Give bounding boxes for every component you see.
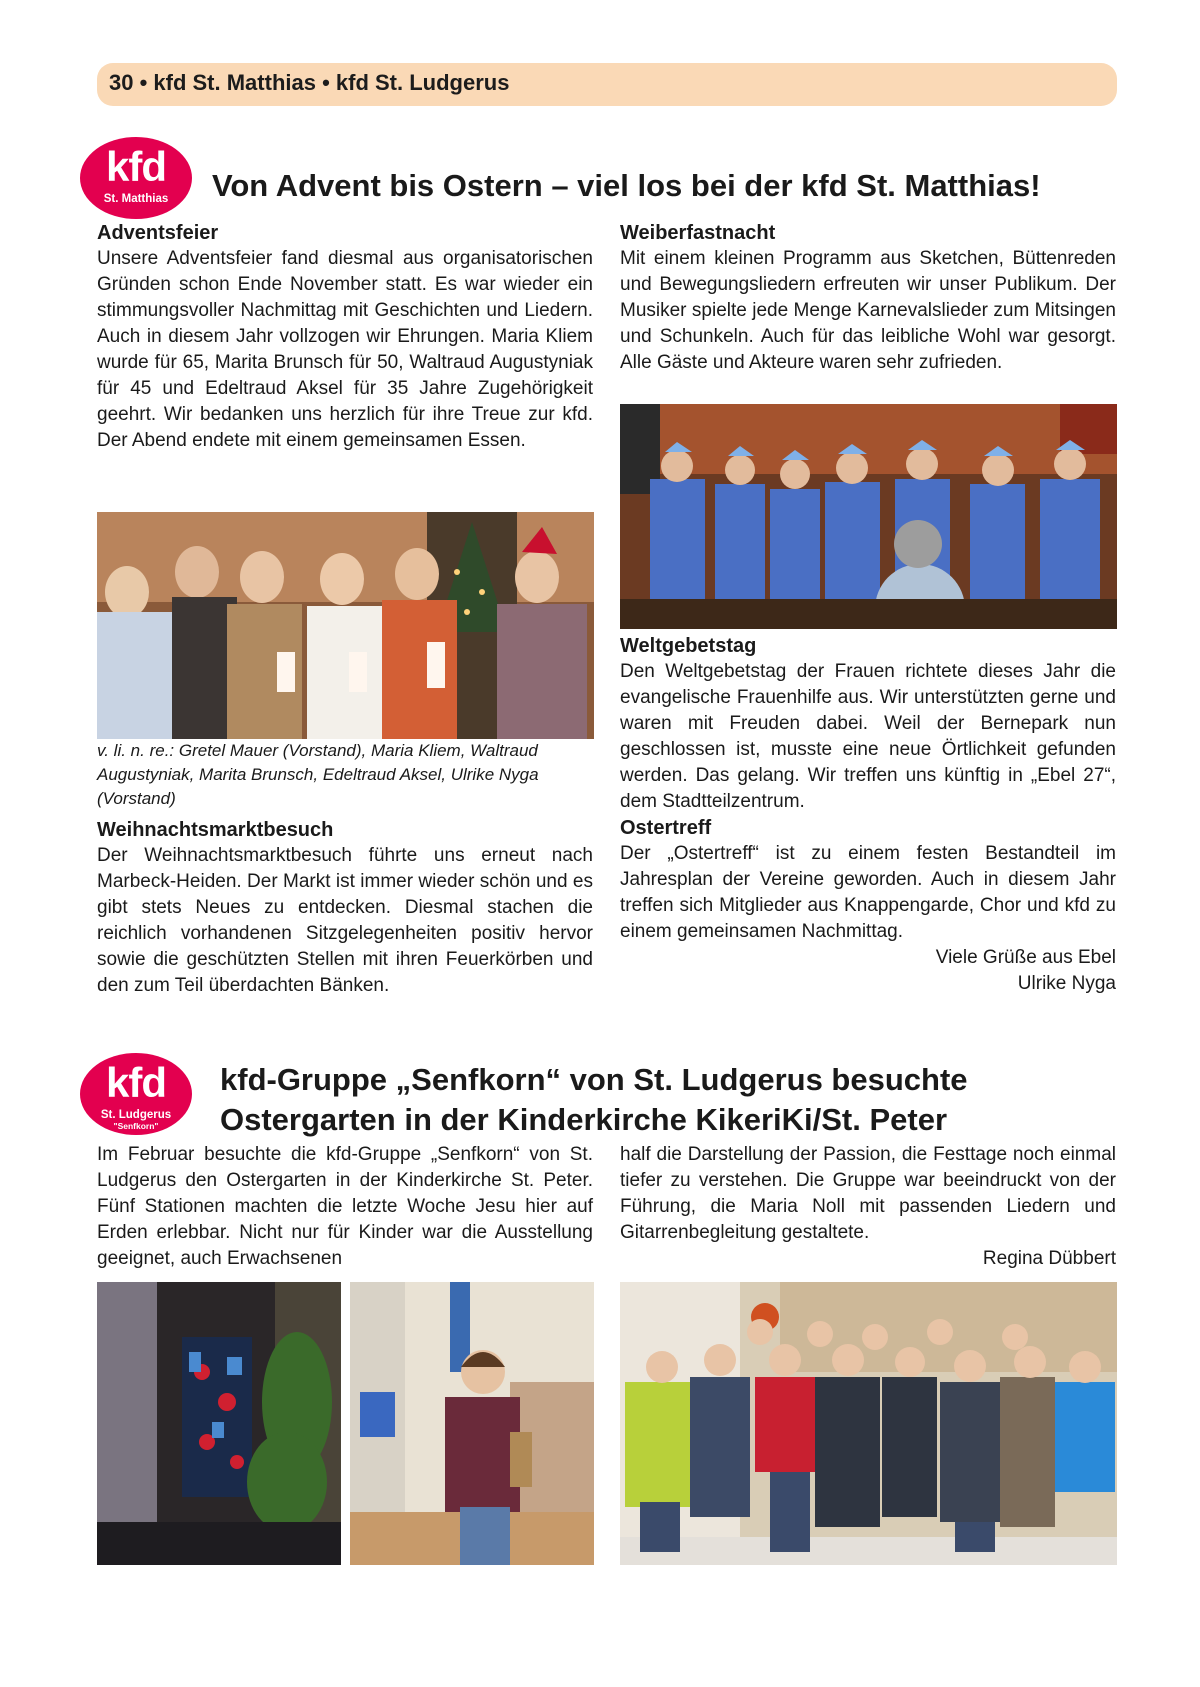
ostertreff-heading: Ostertreff bbox=[620, 817, 712, 839]
weihnachtsmarkt-heading: Weihnachtsmarktbesuch bbox=[97, 819, 334, 841]
article2-headline-line1: kfd-Gruppe „Senfkorn“ von St. Ludgerus besuchte bbox=[220, 1062, 968, 1097]
article1-greeting: Viele Grüße aus Ebel bbox=[935, 947, 1116, 968]
weltgebetstag-text: Den Weltgebetstag der Frauen richtete dieses Jahr die evangelische Frauenhilfe aus. Wir unterstützten gerne und waren mit Freuden dabei. Weil der Bernepark nun geschlossen ist, musste eine neue Örtlichkeit gefunden werden. Das gelang. Wir treffen uns künftig in „Ebel 27“, dem Stadtteilzentrum. bbox=[620, 661, 1116, 812]
article2-author: Regina Dübbert bbox=[982, 1248, 1116, 1269]
article1-headline: Von Advent bis Ostern – viel los bei der kfd St. Matthias! bbox=[212, 168, 1041, 203]
article1-right-column-lower bbox=[620, 633, 1116, 997]
adventsfeier-text: Unsere Adventsfeier fand diesmal aus organisatorischen Gründen schon Ende November statt. Es war wieder ein stimmungsvoller Nachmittag mit Geschichten und Liedern. Auch in diesem Jahr vollzogen wir Ehrungen. Maria Kliem wurde für 65, Marita Brunsch für 50, Waltraud Augustyniak für 45 und Edeltraud Aksel für 35 Jahre Zugehörigkeit geehrt. Wir bedanken uns herzlich für ihre Treue zur kfd. Der Abend endete mit einem gemeinsamen Essen. bbox=[97, 248, 593, 451]
adventsfeier-photo bbox=[97, 512, 594, 739]
article1-left-column bbox=[97, 220, 593, 454]
ostergarten-window-photo bbox=[97, 1282, 341, 1565]
page-header-text: 30 • kfd St. Matthias • kfd St. Ludgerus bbox=[109, 70, 510, 95]
weltgebetstag-heading: Weltgebetstag bbox=[620, 635, 757, 657]
weihnachtsmarkt-text: Der Weihnachtsmarktbesuch führte uns erneut nach Marbeck-Heiden. Der Markt ist immer wieder schön und es gibt stets Neues zu entdecken. Diesmal stachen die reichlich vorhandenen Sitzgelegenheiten positiv hervor sowie die geschützten Stellen mit ihren Feuerkörben und den zum Teil überdachten Bänken. bbox=[97, 845, 593, 996]
kfd-st-ludgerus-logo bbox=[80, 1053, 192, 1135]
adventsfeier-photo-caption: v. li. n. re.: Gretel Mauer (Vorstand), Maria Kliem, Waltraud Augustyniak, Marita Brunsch, Edeltraud Aksel, Ulrike Nyga (Vorstand) bbox=[97, 741, 539, 808]
article1-author: Ulrike Nyga bbox=[1017, 973, 1116, 994]
kfd-st-matthias-logo bbox=[80, 137, 192, 219]
ostertreff-text: Der „Ostertreff“ ist zu einem festen Bestandteil im Jahresplan der Vereine geworden. Auch in diesem Jahr treffen sich Mitglieder aus Knappengarde, Chor und kfd zu einem gemeinsamen Nachmittag. bbox=[620, 843, 1116, 942]
weiberfastnacht-photo bbox=[620, 404, 1117, 629]
article2-headline-line2: Ostergarten in der Kinderkirche KikeriKi/St. Peter bbox=[220, 1102, 948, 1137]
senfkorn-group-photo bbox=[620, 1282, 1117, 1565]
article2-text-left: Im Februar besuchte die kfd-Gruppe „Senfkorn“ von St. Ludgerus den Ostergarten in der Kinderkirche St. Peter. Fünf Stationen machten die letzte Woche Jesu hier auf Erden erlebbar. Nicht nur für Kinder war die Ausstellung geeignet, auch Erwachsenen bbox=[97, 1144, 593, 1269]
article2-right-column bbox=[620, 1142, 1116, 1272]
article2-left-column bbox=[97, 1142, 593, 1272]
weiberfastnacht-heading: Weiberfastnacht bbox=[620, 222, 776, 244]
adventsfeier-heading: Adventsfeier bbox=[97, 222, 219, 244]
article2-text-right: half die Darstellung der Passion, die Festtage noch einmal tiefer zu verstehen. Die Gruppe war beeindruckt von der Führung, die Maria Noll mit passenden Liedern und Gitarrenbegleitung gestaltete. bbox=[620, 1144, 1116, 1243]
logo-kfd-text: kfd bbox=[106, 143, 166, 190]
logo-senfkorn-text: "Senfkorn" bbox=[113, 1121, 159, 1131]
logo-sub-text: St. Matthias bbox=[103, 193, 169, 205]
logo-sub-text: St. Ludgerus bbox=[100, 1109, 172, 1121]
ostergarten-visitor-photo bbox=[350, 1282, 594, 1565]
article1-left-column-lower bbox=[97, 739, 593, 999]
logo-kfd-text: kfd bbox=[106, 1059, 166, 1106]
weiberfastnacht-text: Mit einem kleinen Programm aus Sketchen, Büttenreden und Bewegungsliedern erfreuten wir unser Publikum. Der Musiker spielte jede Menge Karnevalslieder zum Mitsingen und Schunkeln. Auch für das leibliche Wohl war gesorgt. Alle Gäste und Akteure waren sehr zufrieden. bbox=[620, 248, 1116, 373]
article1-right-column bbox=[620, 220, 1116, 376]
page-header-bar bbox=[97, 63, 1117, 106]
